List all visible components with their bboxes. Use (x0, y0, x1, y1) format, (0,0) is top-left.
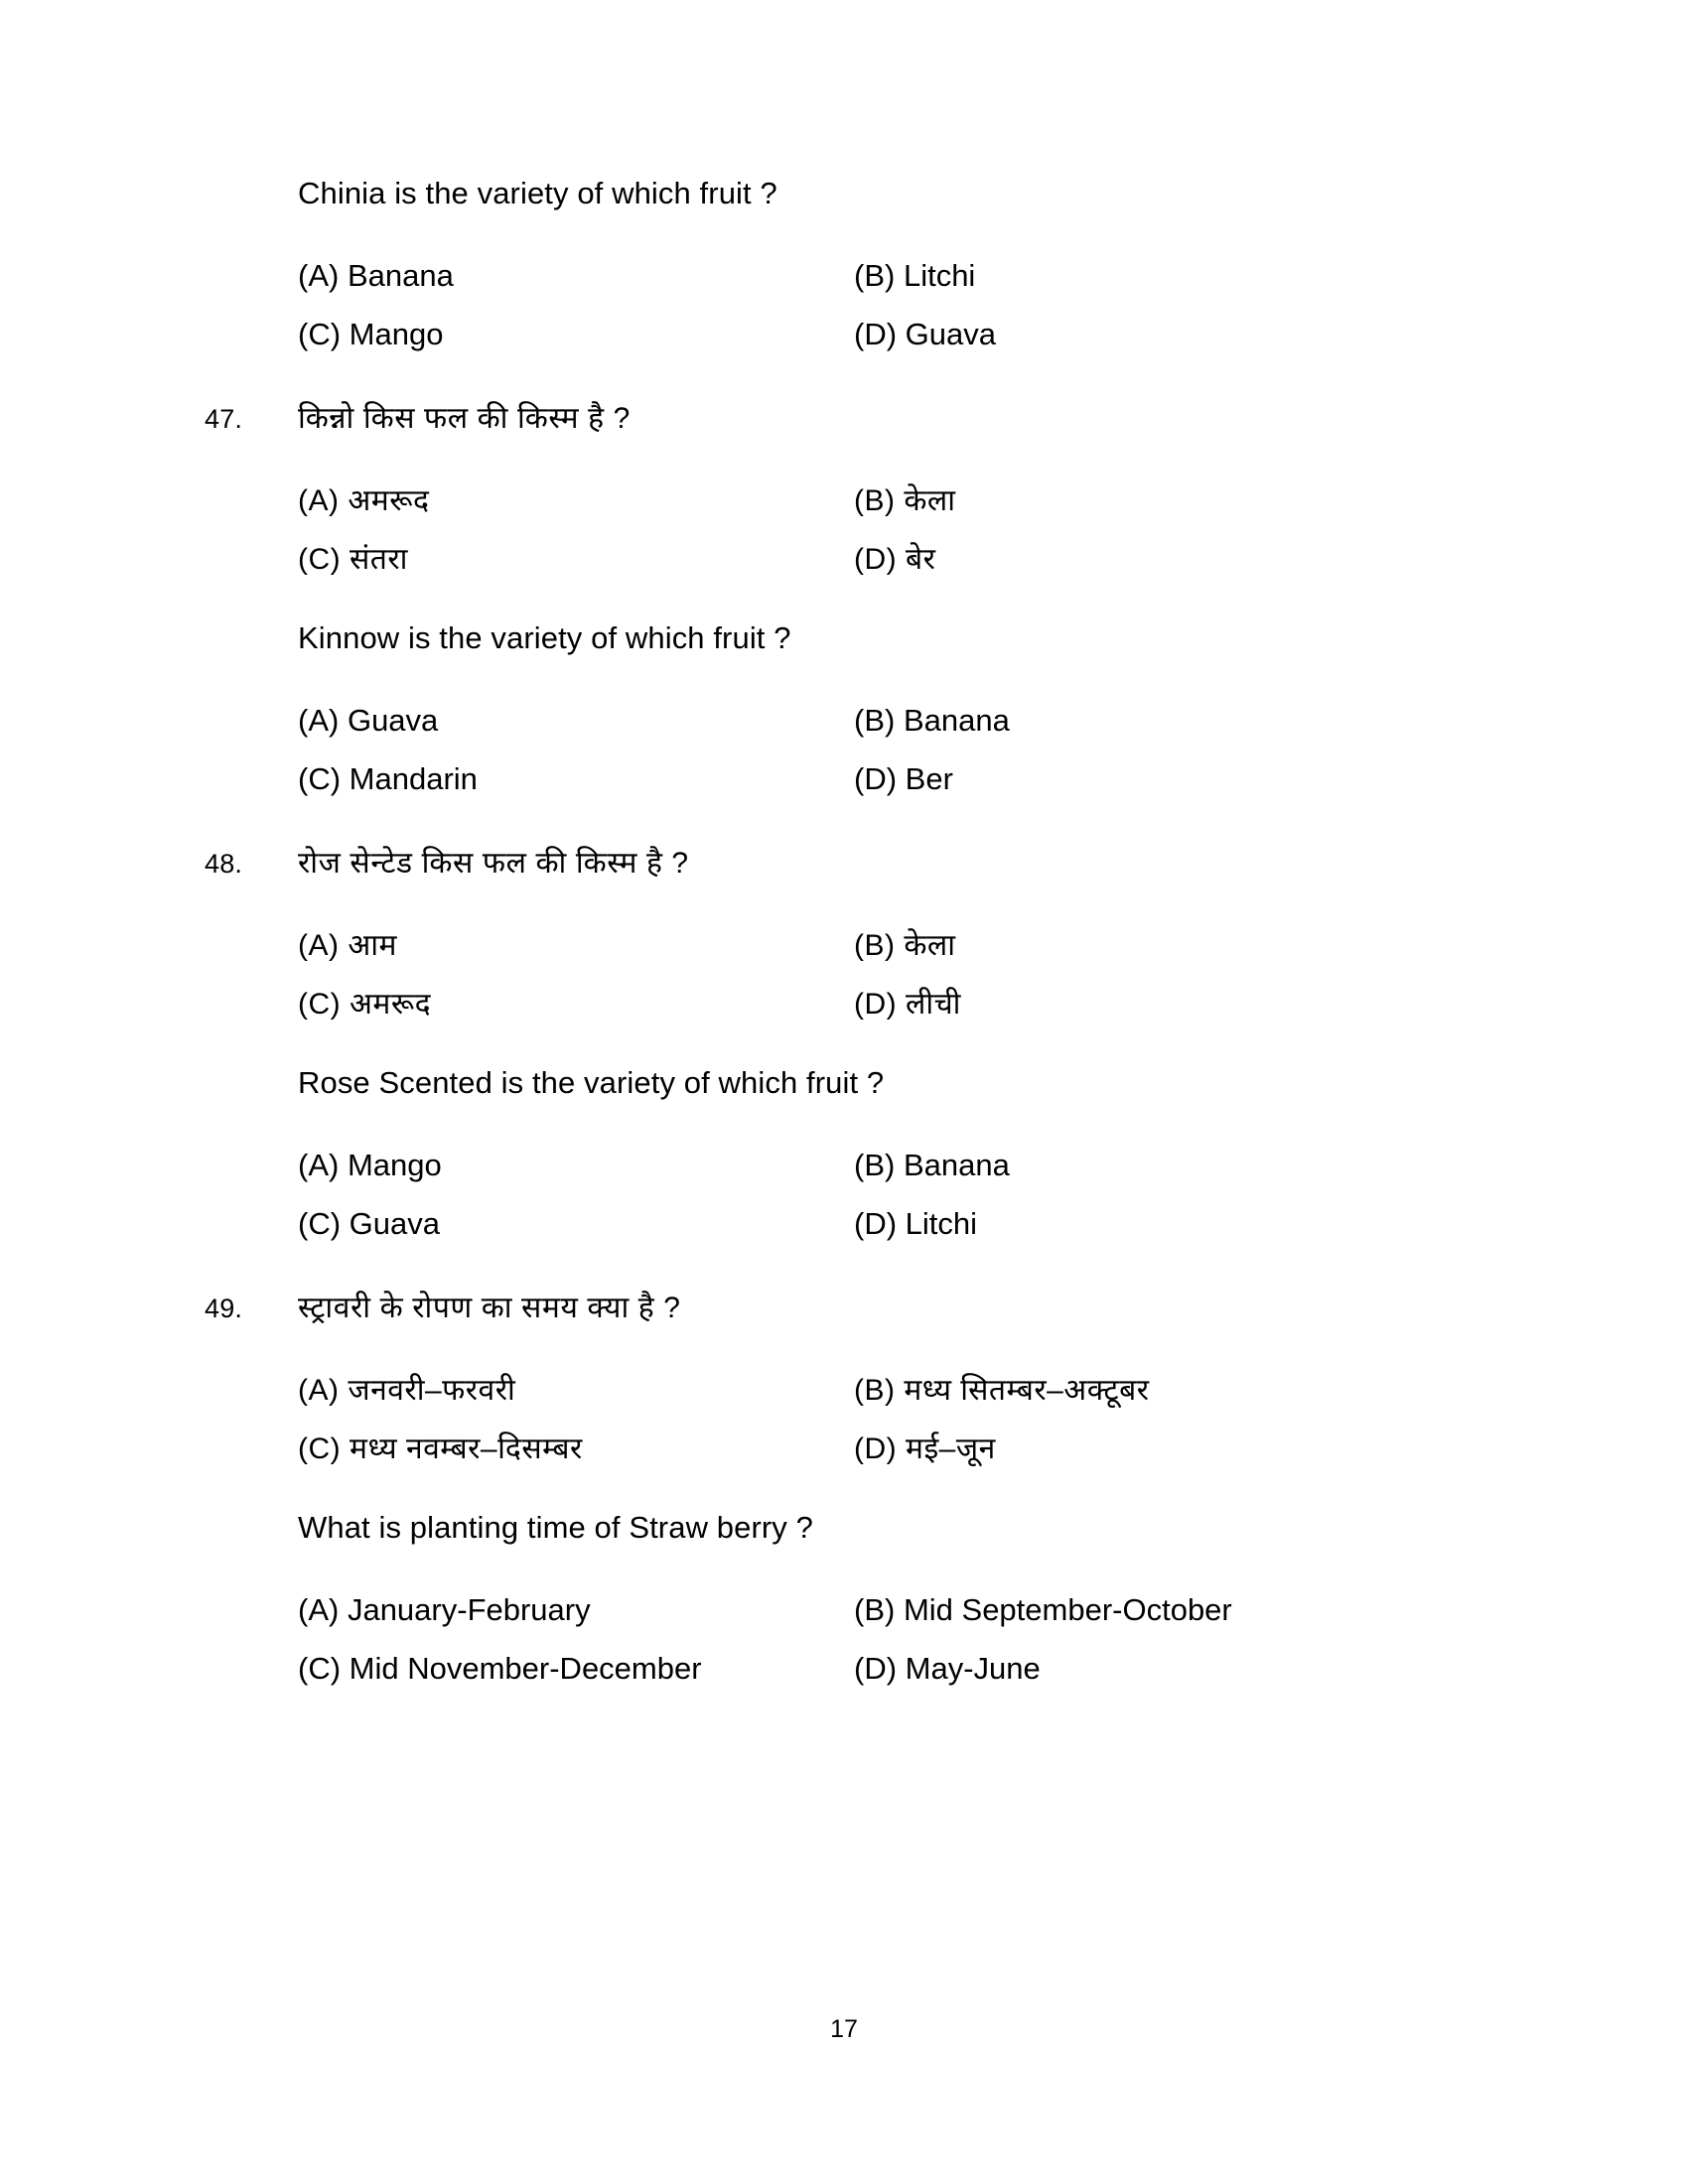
option-c[interactable] (298, 538, 854, 582)
option-c-label: (C) (298, 988, 342, 1021)
option-b-label: (B) (854, 1374, 896, 1407)
option-b-label: (B) (854, 929, 896, 962)
spacer (0, 661, 1688, 699)
option-row (298, 1428, 1470, 1471)
spacer (298, 1187, 1470, 1202)
spacer (298, 1413, 1470, 1428)
spacer (298, 1632, 1470, 1647)
option-c[interactable] (298, 1202, 854, 1246)
option-row (298, 1647, 1470, 1691)
option-c-label: (C) (298, 761, 342, 796)
option-row (298, 699, 1470, 743)
question-header (0, 1505, 1688, 1551)
option-b-text: केला (904, 484, 956, 517)
option-c[interactable] (298, 313, 854, 356)
option-d-label: (D) (854, 1433, 898, 1465)
option-d-label: (D) (854, 317, 898, 351)
option-b-text: Banana (903, 703, 1010, 738)
spacer (0, 1551, 1688, 1588)
options-grid (298, 254, 1470, 356)
option-a-label: (A) (298, 703, 340, 738)
option-b[interactable] (854, 1144, 1470, 1187)
option-c-label: (C) (298, 1433, 342, 1465)
options-grid (298, 479, 1470, 582)
option-b[interactable] (854, 924, 1470, 968)
question-text: Chinia is the variety of which fruit ? (298, 176, 777, 210)
option-c-text: मध्य नवम्बर–दिसम्बर (350, 1433, 583, 1465)
spacer (0, 1331, 1688, 1369)
option-d-text: Litchi (905, 1206, 978, 1241)
option-a-label: (A) (298, 484, 340, 517)
question-header (0, 1286, 1688, 1331)
question-text: रोज सेन्टेड किस फल की किस्म है ? (298, 847, 689, 880)
option-b-text: Banana (903, 1148, 1010, 1182)
option-row (298, 924, 1470, 968)
question-text: स्ट्रावरी के रोपण का समय क्या है ? (298, 1292, 681, 1324)
option-b-label: (B) (854, 484, 896, 517)
question-block (0, 171, 1688, 356)
option-d[interactable] (854, 313, 1470, 356)
question-header (0, 1060, 1688, 1106)
option-c-label: (C) (298, 317, 342, 351)
option-b[interactable] (854, 1369, 1470, 1413)
option-a-text: Banana (347, 258, 454, 293)
option-b-text: Litchi (903, 258, 976, 293)
options-grid (298, 1588, 1470, 1691)
option-c-label: (C) (298, 1206, 342, 1241)
option-a-text: आम (348, 929, 397, 962)
question-text: What is planting time of Straw berry ? (298, 1510, 813, 1545)
option-b-label: (B) (854, 703, 896, 738)
option-a-text: Mango (347, 1148, 442, 1182)
option-b-label: (B) (854, 1148, 896, 1182)
spacer (0, 1026, 1688, 1060)
option-a[interactable] (298, 254, 854, 298)
option-d-label: (D) (854, 1651, 898, 1686)
option-c-text: Mandarin (349, 761, 478, 796)
option-b[interactable] (854, 254, 1470, 298)
option-d-label: (D) (854, 543, 898, 576)
option-d[interactable] (854, 983, 1470, 1026)
option-a-text: जनवरी–फरवरी (348, 1374, 516, 1407)
spacer (0, 442, 1688, 479)
option-c[interactable] (298, 1428, 854, 1471)
spacer (0, 582, 1688, 615)
option-b[interactable] (854, 1588, 1470, 1632)
spacer (0, 356, 1688, 396)
option-d-text: May-June (905, 1651, 1041, 1686)
option-a-label: (A) (298, 929, 340, 962)
option-a-text: January-February (347, 1592, 591, 1627)
spacer (0, 216, 1688, 254)
question-text: Kinnow is the variety of which fruit ? (298, 620, 791, 655)
options-grid (298, 924, 1470, 1026)
option-a-label: (A) (298, 258, 340, 293)
question-header (0, 396, 1688, 442)
option-row (298, 1588, 1470, 1632)
option-b-label: (B) (854, 1592, 896, 1627)
option-row (298, 1369, 1470, 1413)
option-a[interactable] (298, 699, 854, 743)
option-c[interactable] (298, 1647, 854, 1691)
question-block (0, 396, 1688, 582)
option-a[interactable] (298, 1588, 854, 1632)
option-d-text: बेर (906, 543, 936, 576)
option-d-text: मई–जून (906, 1433, 996, 1465)
option-b-text: Mid September-October (903, 1592, 1232, 1627)
option-b[interactable] (854, 479, 1470, 523)
option-c-label: (C) (298, 543, 342, 576)
question-header (0, 841, 1688, 887)
option-row (298, 1144, 1470, 1187)
question-number: 49. (205, 1294, 243, 1323)
option-d-text: लीची (906, 988, 961, 1021)
options-grid (298, 1369, 1470, 1471)
option-row (298, 479, 1470, 523)
spacer (0, 1106, 1688, 1144)
question-block (0, 1286, 1688, 1471)
option-row (298, 983, 1470, 1026)
option-a-label: (A) (298, 1592, 340, 1627)
option-a[interactable] (298, 1369, 854, 1413)
option-d[interactable] (854, 757, 1470, 801)
option-row (298, 313, 1470, 356)
question-number: 48. (205, 849, 243, 879)
option-c-label: (C) (298, 1651, 342, 1686)
option-d[interactable] (854, 1428, 1470, 1471)
option-b-text: केला (904, 929, 956, 962)
option-b-label: (B) (854, 258, 896, 293)
question-number: 47. (205, 404, 243, 434)
spacer (298, 523, 1470, 538)
option-a-label: (A) (298, 1374, 340, 1407)
option-b[interactable] (854, 699, 1470, 743)
option-c-text: Mango (349, 317, 444, 351)
question-header (0, 615, 1688, 661)
option-row (298, 757, 1470, 801)
option-d[interactable] (854, 538, 1470, 582)
option-c-text: संतरा (350, 543, 408, 576)
options-grid (298, 1144, 1470, 1246)
top-spacer (0, 0, 1688, 171)
option-row (298, 1202, 1470, 1246)
spacer (0, 887, 1688, 924)
spacer (0, 1246, 1688, 1286)
option-a[interactable] (298, 479, 854, 523)
option-b-text: मध्य सितम्बर–अक्टूबर (904, 1374, 1150, 1407)
option-row (298, 254, 1470, 298)
option-a[interactable] (298, 1144, 854, 1187)
option-d-text: Ber (905, 761, 953, 796)
question-block (0, 1505, 1688, 1691)
option-row (298, 538, 1470, 582)
spacer (0, 1471, 1688, 1505)
question-block (0, 841, 1688, 1026)
option-c[interactable] (298, 757, 854, 801)
question-text: किन्नो किस फल की किस्म है ? (298, 402, 631, 435)
option-c[interactable] (298, 983, 854, 1026)
question-block (0, 1060, 1688, 1246)
option-c-text: Guava (349, 1206, 441, 1241)
spacer (0, 801, 1688, 841)
spacer (298, 968, 1470, 983)
option-c-text: अमरूद (350, 988, 432, 1021)
option-a-text: अमरूद (348, 484, 430, 517)
option-c-text: Mid November-December (349, 1651, 702, 1686)
options-grid (298, 699, 1470, 801)
question-block (0, 615, 1688, 801)
option-d[interactable] (854, 1202, 1470, 1246)
page-number: 17 (830, 2015, 858, 2043)
question-text: Rose Scented is the variety of which fruit ? (298, 1065, 885, 1100)
option-d-label: (D) (854, 761, 898, 796)
option-d-text: Guava (905, 317, 997, 351)
option-d-label: (D) (854, 988, 898, 1021)
option-a-label: (A) (298, 1148, 340, 1182)
option-d-label: (D) (854, 1206, 898, 1241)
option-d[interactable] (854, 1647, 1470, 1691)
spacer (298, 298, 1470, 313)
option-a[interactable] (298, 924, 854, 968)
question-header (0, 171, 1688, 216)
spacer (298, 743, 1470, 757)
option-a-text: Guava (347, 703, 439, 738)
